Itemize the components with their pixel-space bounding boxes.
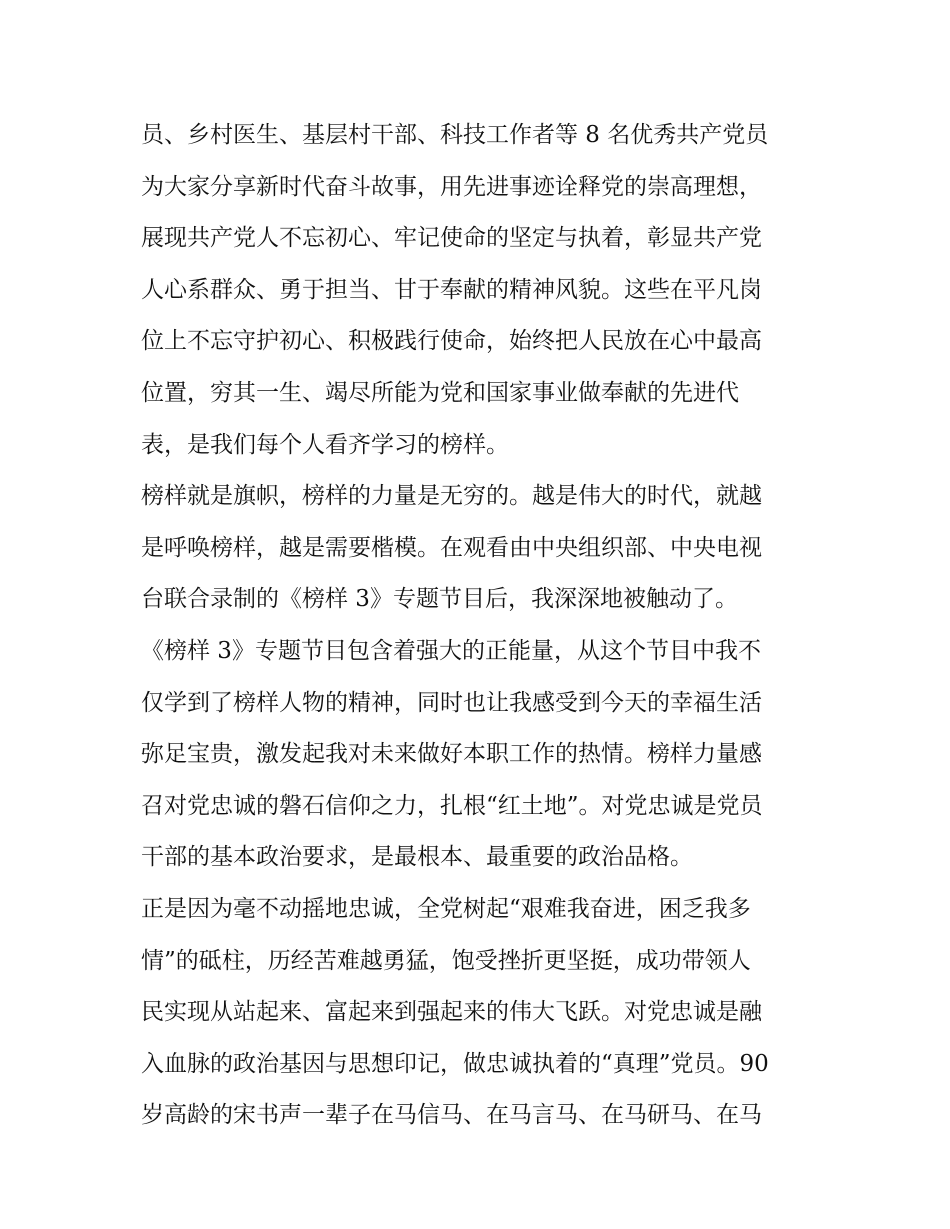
- text-line: 位置，穷其一生、竭尽所能为党和国家事业做奉献的先进代: [141, 379, 739, 406]
- text-line: 干部的基本政治要求，是最根本、最重要的政治品格。: [141, 844, 693, 871]
- text-line: 弥足宝贵，激发起我对未来做好本职工作的热情。榜样力量感: [141, 741, 762, 768]
- text-line: 是呼唤榜样，越是需要楷模。在观看由中央组织部、中央电视: [141, 534, 762, 561]
- text-line: 表，是我们每个人看齐学习的榜样。: [141, 431, 509, 458]
- text-line: 榜样就是旗帜，榜样的力量是无穷的。越是伟大的时代，就越: [141, 483, 762, 510]
- text-line: 入血脉的政治基因与思想印记，做忠诚执着的“真理”党员。90: [141, 1050, 769, 1077]
- text-line: 《榜样 3》专题节目包含着强大的正能量，从这个节目中我不: [141, 637, 761, 664]
- text-line: 员、乡村医生、基层村干部、科技工作者等 8 名优秀共产党员: [141, 122, 769, 148]
- text-line: 位上不忘守护初心、积极践行使命，始终把人民放在心中最高: [141, 328, 762, 355]
- text-line: 仅学到了榜样人物的精神，同时也让我感受到今天的幸福生活: [141, 689, 762, 716]
- body-text: [141, 110, 816, 1142]
- text-line: 展现共产党人不忘初心、牢记使命的坚定与执着，彰显共产党: [141, 225, 762, 252]
- text-line: 为大家分享新时代奋斗故事，用先进事迹诠释党的崇高理想，: [141, 173, 762, 200]
- text-line: 正是因为毫不动摇地忠诚，全党树起“艰难我奋进，困乏我多: [141, 895, 751, 922]
- text-line: 台联合录制的《榜样 3》专题节目后，我深深地被触动了。: [141, 586, 738, 613]
- text-line: 情”的砥柱，历经苦难越勇猛，饱受挫折更坚挺，成功带领人: [141, 947, 751, 974]
- text-line: 召对党忠诚的磐石信仰之力，扎根“红土地”。对党忠诚是党员: [141, 792, 763, 819]
- text-line: 岁高龄的宋书声一辈子在马信马、在马言马、在马研马、在马: [141, 1102, 762, 1129]
- text-line: 人心系群众、勇于担当、甘于奉献的精神风貌。这些在平凡岗: [141, 276, 762, 303]
- text-line: 民实现从站起来、富起来到强起来的伟大飞跃。对党忠诚是融: [141, 999, 762, 1026]
